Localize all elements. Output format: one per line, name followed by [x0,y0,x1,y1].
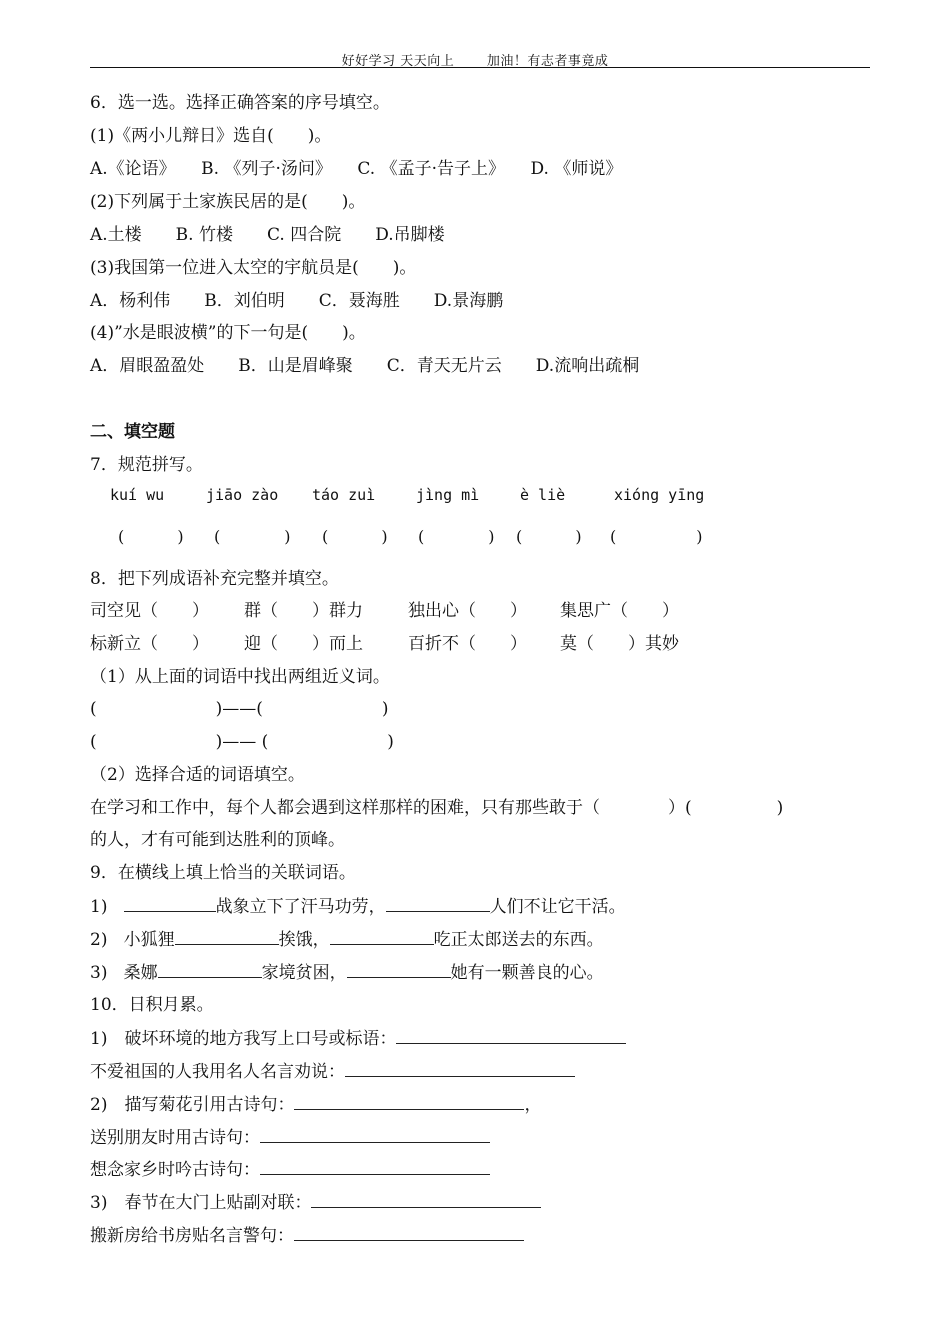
q8-sentence-line2: 的人，才有可能到达胜利的顶峰。 [90,830,345,850]
q7-pinyin-4: jìng mì [416,486,480,504]
q10-title: 10．日积月累。 [90,995,214,1015]
q10-blank[interactable] [294,1093,524,1110]
q9-blank[interactable] [330,928,434,945]
q9-blank[interactable] [347,961,451,978]
q7-answer-box-4[interactable]: ( ) [418,527,495,546]
q6-sub1: (1)《两小儿辩日》选自( )。 [90,126,332,146]
q9-text: 桑娜 [123,963,158,983]
q10-line-4 [90,1126,490,1149]
q9-blank[interactable] [175,928,279,945]
section-title-fill-blank: 二、填空题 [90,422,175,442]
q10-blank[interactable] [345,1060,575,1077]
q8-idiom-5: 标新立（ ） [90,634,209,654]
header-motto-left: 好好学习 天天向上 [341,54,455,69]
q9-text: 她有一颗善良的心。 [450,963,604,983]
q6-sub2-options: A.土楼 B. 竹楼 C. 四合院 D.吊脚楼 [90,225,445,245]
q10-prompt: 搬新房给书房贴名言警句： [90,1226,294,1246]
q8-idiom-6: 迎（ ）而上 [244,634,363,654]
q7-answer-box-2[interactable]: ( ) [214,527,291,546]
q8-synonym-pair-1[interactable]: ( )——( ) [90,699,389,719]
q9-item-3 [90,961,604,984]
q8-idiom-2: 群（ ）群力 [244,601,363,621]
q6-sub1-options: A.《论语》 B. 《列子·汤问》 C. 《孟子·告子上》 D. 《师说》 [90,159,623,179]
q8-sentence-line1: 在学习和工作中，每个人都会遇到这样那样的困难，只有那些敢于（ ）( ) [90,798,784,818]
q7-pinyin-1: kuí wu [110,486,165,504]
q6-sub3-options: A．杨利伟 B．刘伯明 C．聂海胜 D.景海鹏 [90,291,504,311]
q8-idiom-7: 百折不（ ） [408,634,527,654]
q6-sub3: (3)我国第一位进入太空的宇航员是( )。 [90,258,417,278]
q8-idiom-4: 集思广（ ） [560,601,679,621]
q9-blank[interactable] [386,895,490,912]
q8-idiom-3: 独出心（ ） [408,601,527,621]
q10-line-3 [90,1093,541,1116]
q9-text: 吃正太郎送去的东西。 [433,930,604,950]
q9-text: 战象立下了汗马功劳， [215,897,386,917]
q9-blank[interactable] [158,961,262,978]
q10-comma: ， [524,1095,542,1115]
q10-line-6 [90,1191,541,1214]
q8-title: 8．把下列成语补充完整并填空。 [90,569,339,589]
q10-line-1 [90,1027,626,1050]
q9-text: 挨饿， [278,930,330,950]
q8-synonym-pair-2[interactable]: ( )—— ( ) [90,732,394,752]
q7-answer-box-6[interactable]: ( ) [610,527,703,546]
q10-line-7 [90,1224,524,1247]
q6-title: 6．选一选。选择正确答案的序号填空。 [90,93,390,113]
q6-sub4: (4)”水是眼波横”的下一句是( )。 [90,323,366,343]
q9-item-2 [90,928,604,951]
q10-blank[interactable] [311,1191,541,1208]
q10-blank[interactable] [260,1158,490,1175]
q10-blank[interactable] [396,1027,626,1044]
q7-pinyin-3: táo zuì [312,486,376,504]
q7-pinyin-2: jiāo zào [206,486,279,504]
q9-blank[interactable] [124,895,216,912]
q8-idiom-1: 司空见（ ） [90,601,209,621]
q10-prompt: 2) 描写菊花引用古诗句： [90,1095,295,1115]
q10-blank[interactable] [294,1224,524,1241]
q6-sub4-options: A．眉眼盈盈处 B．山是眉峰聚 C．青天无片云 D.流响出疏桐 [90,356,640,376]
q7-answer-box-1[interactable]: ( ) [118,527,184,546]
q10-line-2 [90,1060,575,1083]
q9-item-num: 3) [90,963,108,983]
q10-prompt: 想念家乡时吟古诗句： [90,1160,260,1180]
q7-answer-box-5[interactable]: ( ) [516,527,582,546]
q10-prompt: 1) 破坏环境的地方我写上口号或标语： [90,1029,397,1049]
q9-text: 家境贫困， [261,963,347,983]
q10-line-5 [90,1158,490,1181]
q10-prompt: 不爱祖国的人我用名人名言劝说： [90,1062,345,1082]
q9-title: 9．在横线上填上恰当的关联词语。 [90,863,356,883]
header-rule [90,67,870,68]
q10-prompt: 3) 春节在大门上贴副对联： [90,1193,312,1213]
q7-pinyin-6: xióng yīng [614,486,705,504]
q9-item-num: 1) [90,897,108,917]
q9-item-1 [90,895,626,918]
q7-answer-box-3[interactable]: ( ) [322,527,388,546]
q9-text: 人们不让它干活。 [489,897,626,917]
q8-idiom-8: 莫（ ）其妙 [560,634,679,654]
q6-sub2: (2)下列属于土家族民居的是( )。 [90,192,366,212]
q7-title: 7．规范拼写。 [90,455,203,475]
q10-blank[interactable] [260,1126,490,1143]
q8-sub2: （2）选择合适的词语填空。 [90,765,305,785]
q7-pinyin-5: è liè [520,486,566,504]
q9-text: 小狐狸 [123,930,175,950]
q9-item-num: 2) [90,930,108,950]
q10-prompt: 送别朋友时用古诗句： [90,1128,260,1148]
header-motto-right: 加油！有志者事竟成 [486,54,609,69]
q8-sub1: （1）从上面的词语中找出两组近义词。 [90,667,390,687]
